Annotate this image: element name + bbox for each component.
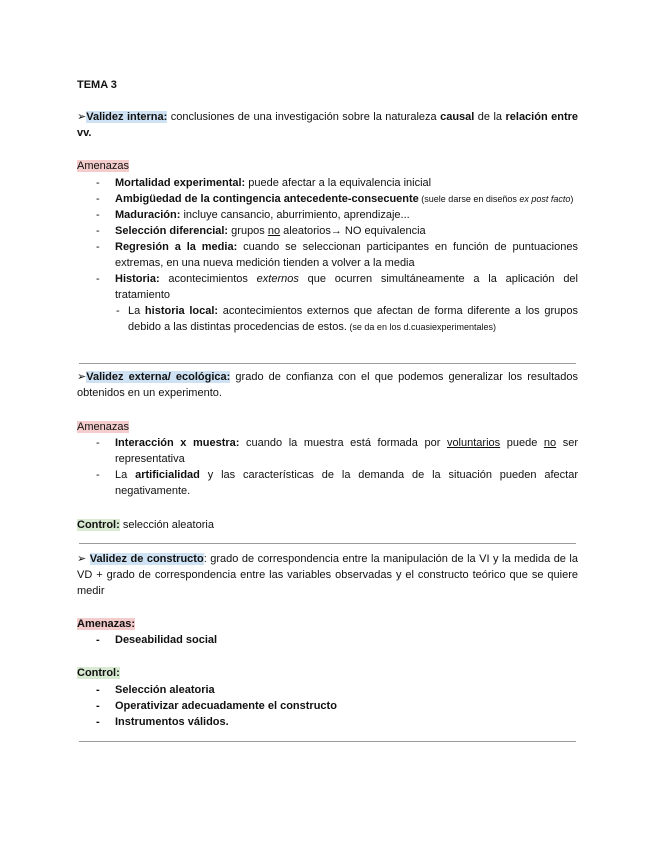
list-item: - Interacción x muestra: cuando la muestra está formada por voluntarios puede no ser representativa [96,437,579,465]
amenazas-label: Amenazas [77,421,129,433]
divider [79,363,576,364]
list-item: - Operativizar adecuadamente el constructo [96,700,337,712]
validez-externa-heading: Validez externa/ ecológica: [86,371,231,383]
list-item: - Historia: acontecimientos externos que ocurren simultáneamente a la aplicación del tratamiento [96,273,578,301]
control-list [77,682,578,730]
amenazas-list [77,632,578,648]
validez-externa-definition: ➢Validez externa/ ecológica: grado de confianza con el que podemos generalizar los resultados obtenidos en un experimento. [77,371,578,399]
list-item: - Regresión a la media: cuando se seleccionan participantes en función de puntuaciones extremas, en una nueva medición tienden a volver a la media [96,241,578,269]
list-item: - Selección aleatoria [96,684,215,696]
page-title: TEMA 3 [77,79,117,91]
amenazas-label: Amenazas: [77,618,136,630]
validez-constructo-definition: ➢ Validez de constructo: grado de correspondencia entre la manipulación de la VI y la medida de la VD + grado de correspondencia entre las variables observadas y el constructo teórico que se quiere medir [77,553,578,597]
validez-constructo-heading: Validez de constructo [89,553,204,565]
validez-interna-definition: ➢Validez interna: conclusiones de una investigación sobre la naturaleza causal de la relación entre vv. [77,111,579,139]
list-item: - La artificialidad y las características de la demanda de la situación pueden afectar negativamente. [96,469,578,497]
amenazas-list [77,175,578,335]
divider [79,543,576,544]
amenazas-list [77,435,578,499]
control-line: Control: selección aleatoria [77,519,214,531]
list-item: - Deseabilidad social [96,634,218,646]
arrow-bullet-icon: ➢ [77,553,87,565]
validez-interna-heading: Validez interna: [86,111,168,123]
list-item: - Instrumentos válidos. [96,716,229,728]
amenazas-label: Amenazas [77,160,129,172]
control-label: Control: [77,667,120,679]
list-subitem: - La historia local: acontecimientos externos que afectan de forma diferente a los grupos debido a las distintas procedencias de estos. (se da en los d.cuasiexperimentales) [116,305,578,333]
list-item: - Ambigüedad de la contingencia antecedente-consecuente (suele darse en diseños ex post facto) [96,193,574,205]
arrow-bullet-icon: ➢ [77,371,87,383]
list-item: - Maduración: incluye cansancio, aburrimiento, aprendizaje... [96,209,410,221]
list-item: - Selección diferencial: grupos no aleatorios→ NO equivalencia [96,225,426,237]
divider [79,741,576,742]
list-item: - Mortalidad experimental: puede afectar a la equivalencia inicial [96,177,432,189]
arrow-bullet-icon: ➢ [77,111,87,123]
